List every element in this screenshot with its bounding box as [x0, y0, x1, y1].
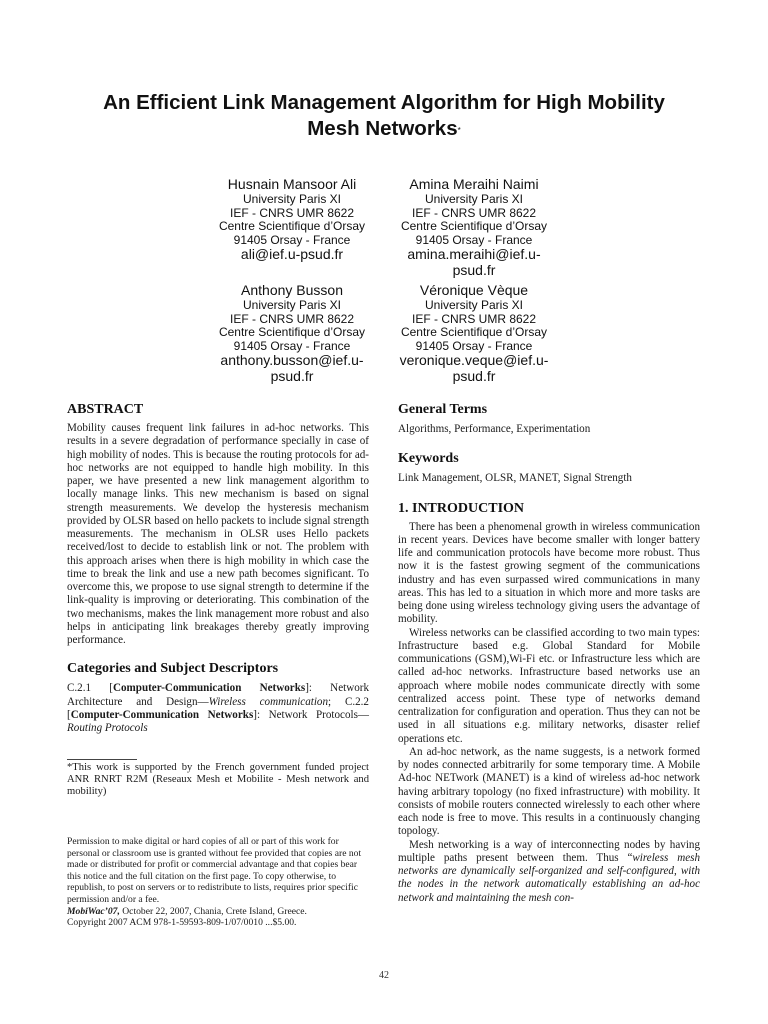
paper-title [40, 90, 728, 142]
author-name: Amina Meraihi Naimi [409, 176, 539, 192]
general-terms-text: Algorithms, Performance, Experimentation [398, 423, 591, 435]
author-email[interactable]: ali@ief.u-psud.fr [240, 246, 344, 262]
author-block-4 [382, 282, 566, 384]
title-footnote-mark: * [457, 126, 461, 135]
author-email[interactable]: anthony.busson@ief.u- [220, 352, 364, 368]
author-block-2 [382, 176, 566, 278]
right-column [398, 402, 700, 905]
author-affiliation: 91405 Orsay - France [415, 338, 533, 353]
author-affiliation: IEF - CNRS UMR 8622 [411, 205, 537, 220]
author-affiliation: Centre Scientifique d’Orsay [400, 219, 548, 233]
keywords-text: Link Management, OLSR, MANET, Signal Strength [398, 472, 632, 485]
author-affiliation: Centre Scientifique d’Orsay [218, 325, 366, 339]
author-affiliation: University Paris XI [424, 298, 524, 312]
abstract-heading: ABSTRACT [67, 402, 144, 417]
categories-heading: Categories and Subject Descriptors [67, 661, 279, 677]
author-block-1 [200, 176, 384, 263]
page-number: 42 [379, 970, 389, 981]
copyright-line: Copyright 2007 ACM 978-1-59593-809-1/07/0010 ...$5.00. [67, 917, 297, 929]
author-email-cont[interactable]: psud.fr [270, 367, 314, 384]
author-name: Anthony Busson [241, 282, 343, 298]
abstract-text: Mobility causes frequent link failures in ad-hoc networks. This results in a severe degradation of performance specially in case of high mobility of nodes. This is because the routing protocols for ad-hoc networks are not equipped to handle high mobility. In this paper, we have presented a new link management algorithm to locally manage links. This new mechanism is based on signal strength measurements. We develop the hysteresis mechanism provided by OLSR based on hello packets to include signal strength measurements. The mechanism in OLSR uses Hello packets received/lost to decide to establish link or not. The problem with this approach arises when there is high mobility in which case the time to break the link and use a new path becomes significant. To overcome this, we propose to use signal strength to determine if the link-quality is improving or deteriorating. This combination of the two mechanisms, makes the link management more robust and also helps in anticipating link breakages thereby greatly improving performance. [67, 422, 369, 646]
conference-line: MobiWac’07, October 22, 2007, Chania, Crete Island, Greece. [67, 905, 307, 917]
permission-notice [67, 836, 369, 929]
author-affiliation: 91405 Orsay - France [233, 338, 351, 353]
author-affiliation: IEF - CNRS UMR 8622 [229, 311, 355, 326]
author-email[interactable]: veronique.veque@ief.u- [399, 352, 549, 368]
author-affiliation: IEF - CNRS UMR 8622 [229, 205, 355, 220]
title-line-2: Mesh Networks [307, 117, 458, 140]
author-affiliation: Centre Scientifique d’Orsay [218, 219, 366, 233]
intro-paragraph-1: There has been a phenomenal growth in wireless communication in recent years. Devices have become smaller with longer battery life and communication protocols have become more robust. Thus now it is the fastest growing segment of the communications industry and has even surpassed wired communications in many areas. This has led to a situation in which more and more tasks are being done using wireless technology giving users the advantage of mobility. [398, 520, 700, 626]
footnote: *This work is supported by the French government funded project ANR RNRT R2M (Reseaux Mesh et Mobilite - Mesh network and mobility) [67, 762, 369, 797]
author-email[interactable]: amina.meraihi@ief.u- [407, 246, 541, 262]
author-block-3 [200, 282, 384, 384]
introduction-heading: 1. INTRODUCTION [398, 500, 525, 516]
intro-paragraph-4: Mesh networking is a way of interconnecting nodes by having multiple paths present between them. Thus “wireless mesh networks are dynamically self-organized and self-configured, with the nodes in the network automatically establishing an ad-hoc network and maintaining the mesh con- [398, 838, 700, 904]
author-affiliation: University Paris XI [424, 192, 524, 206]
author-affiliation: University Paris XI [242, 298, 342, 312]
left-column [67, 402, 369, 735]
author-affiliation: University Paris XI [242, 192, 342, 206]
general-terms-heading: General Terms [398, 402, 488, 417]
permission-text: Permission to make digital or hard copies of all or part of this work for personal or classroom use is granted without fee provided that copies are not made or distributed for profit or commercial advantage and that copies bear this notice and the full citation on the first page. To copy otherwise, to republish, to post on servers or to redistribute to lists, requires prior specific permission and/or a fee. [67, 836, 362, 905]
author-affiliation: 91405 Orsay - France [233, 232, 351, 247]
title-line-1: An Efficient Link Management Algorithm for High Mobility [103, 91, 665, 114]
categories-text: C.2.1 [Computer-Communication Networks]: Network Architecture and Design—Wireless communication; C.2.2 [Computer-Communication Networks]: Network Protocols—Routing Protocols [67, 682, 370, 734]
author-name: Véronique Vèque [419, 282, 529, 298]
intro-paragraph-3: An ad-hoc network, as the name suggests, is a network formed by nodes connected arbitrarily for some temporary time. A Mobile Ad-hoc NETwork (MANET) is a kind of wireless ad-hoc network having arbitrary topology (no fixed infrastructure) with mobility. It consists of mobile routers connected wirelessly to each other where each node is free to move. This results in a continuously changing topology. [398, 745, 700, 838]
author-affiliation: Centre Scientifique d’Orsay [400, 325, 548, 339]
keywords-heading: Keywords [398, 451, 459, 467]
footnote-rule [67, 759, 137, 760]
author-email-cont[interactable]: psud.fr [452, 261, 496, 278]
author-email-cont[interactable]: psud.fr [452, 367, 496, 384]
intro-paragraph-2: Wireless networks can be classified according to two main types: Infrastructure based e.g. Global Standard for Mobile communications (GSM),Wi-Fi etc. or Infrastructure less which are called ad-hoc networks. Infrastructure based networks use an approach where mobile nodes communicate directly with some centralized access point. These type of networks demand centralization for configuration and operation. Thus they can not be used in all situations e.g. military networks, disaster relief operations etc. [398, 626, 700, 745]
author-affiliation: 91405 Orsay - France [415, 232, 533, 247]
author-name: Husnain Mansoor Ali [227, 176, 357, 192]
author-affiliation: IEF - CNRS UMR 8622 [411, 311, 537, 326]
